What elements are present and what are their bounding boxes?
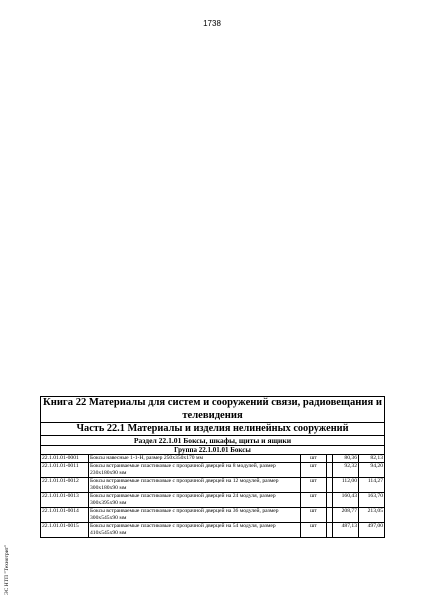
item-unit: шт [301,493,327,508]
table-row [41,508,385,523]
item-price-1: 487,13 [333,523,359,538]
item-name: Боксы встраиваемые пластиковые с прозрачной дверцей на 54 модуля, размер 410х545х90 мм [89,523,301,538]
item-code: 22.1.01.01-0011 [41,463,89,478]
table-row [41,523,385,538]
item-code: 22.1.01.01-0013 [41,493,89,508]
group-title: Группа 22.1.01.01 Боксы [41,445,385,455]
item-unit: шт [301,455,327,463]
price-table [40,396,385,538]
item-name: Боксы встраиваемые пластиковые с прозрачной дверцей на 36 модулей, размер 300х545х90 мм [89,508,301,523]
item-code: 22.1.01.01-0015 [41,523,89,538]
item-price-2: 82,13 [359,455,385,463]
item-price-1: 112,00 [333,478,359,493]
item-code: 22.1.01.01-0012 [41,478,89,493]
table-row [41,455,385,463]
item-code: 22.1.01.01-0001 [41,455,89,463]
item-unit: шт [301,523,327,538]
section-title: Раздел 22.1.01 Боксы, шкафы, щиты и ящики [41,435,385,445]
item-unit: шт [301,478,327,493]
item-price-1: 92,32 [333,463,359,478]
item-code: 22.1.01.01-0014 [41,508,89,523]
table-row [41,493,385,508]
table-row [41,478,385,493]
item-name: Боксы встраиваемые пластиковые с прозрачной дверцей на 12 модулей, размер 300х180х90 мм [89,478,301,493]
table-row [41,463,385,478]
part-title: Часть 22.1 Материалы и изделия нелинейных сооружений [41,423,385,436]
book-title: Книга 22 Материалы для систем и сооружений связи, радиовещания и телевидения [41,397,385,423]
item-price-2: 213,05 [359,508,385,523]
item-name: Боксы навесные 1-1-Н, размер 250х350х170 мм [89,455,301,463]
item-price-1: 160,43 [333,493,359,508]
page-number: 1738 [203,19,221,28]
item-price-1: 208,77 [333,508,359,523]
item-name: Боксы встраиваемые пластиковые с прозрачной дверцей на 8 модулей, размер 230х180х90 мм [89,463,301,478]
item-price-1: 80,36 [333,455,359,463]
item-unit: шт [301,463,327,478]
item-unit: шт [301,508,327,523]
item-name: Боксы встраиваемые пластиковые с прозрачной дверцей на 24 модуля, размер 300х395х90 мм [89,493,301,508]
item-price-2: 94,20 [359,463,385,478]
item-price-2: 163,70 [359,493,385,508]
item-price-2: 114,27 [359,478,385,493]
item-price-2: 497,00 [359,523,385,538]
side-stamp: ЭС НТП "Технотрит" [4,544,10,595]
